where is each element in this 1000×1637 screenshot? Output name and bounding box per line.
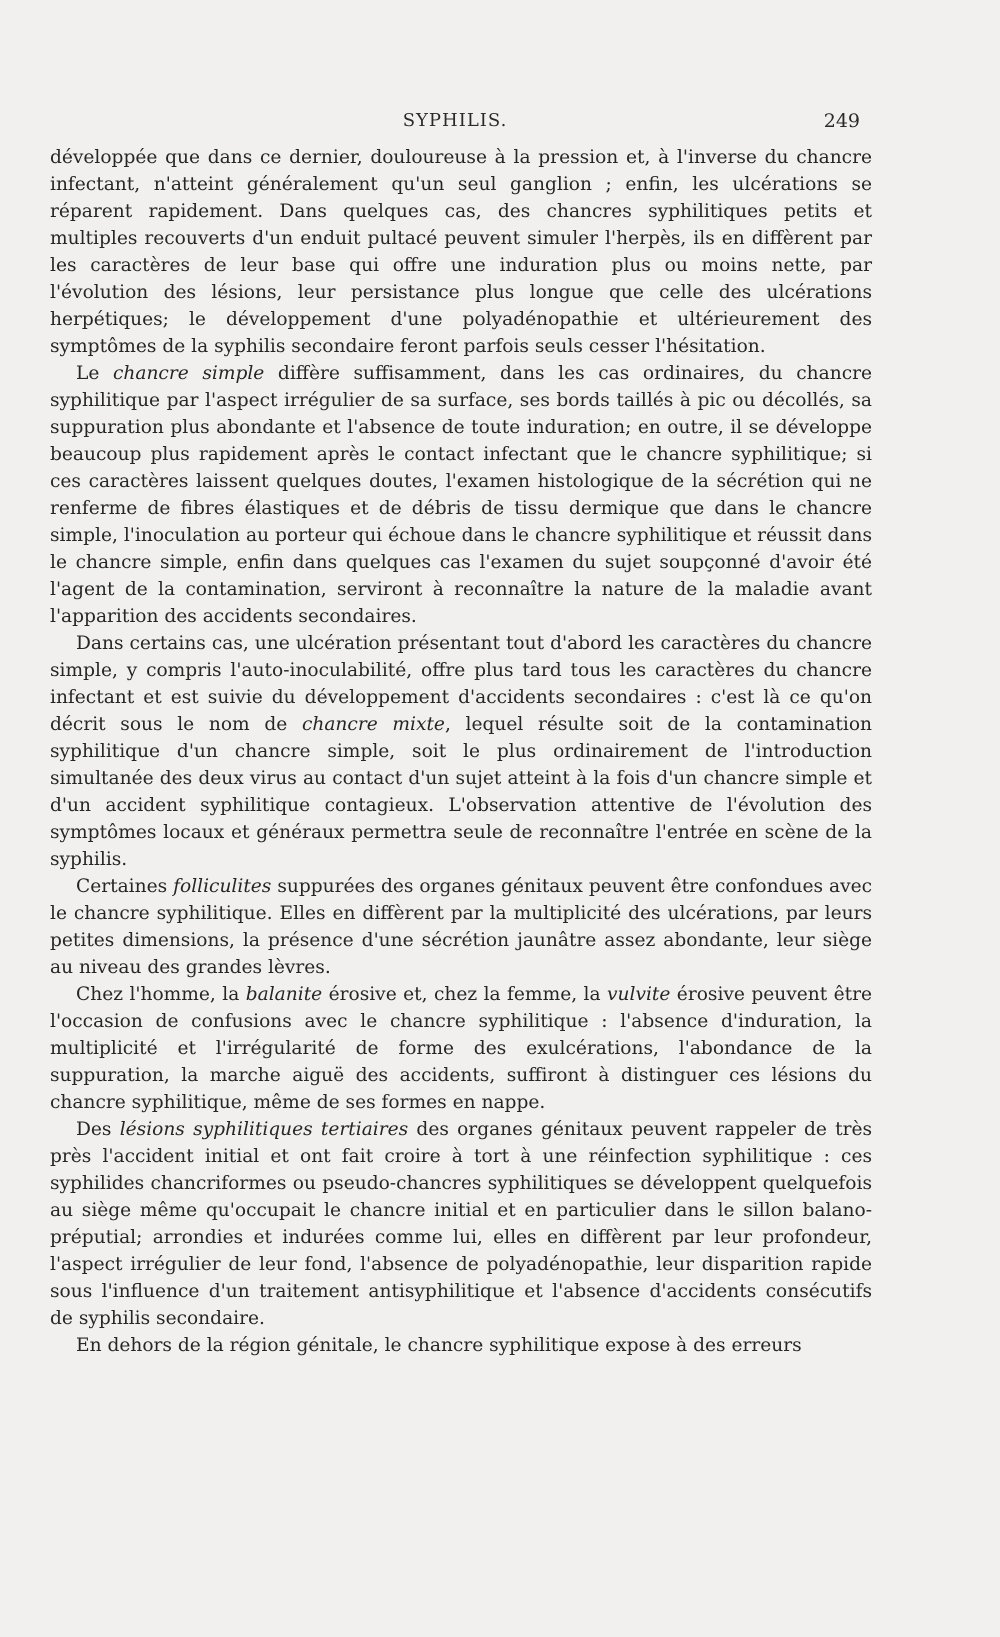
text-run: développée que dans ce dernier, douloureuse à la pression et, à l'inverse du chancre infectant, n'atteint généralement qu'un seul ganglion ; enfin, les ulcérations se réparent rapidement. Dans quelques cas, des chancres syphilitiques petits et multiples recouverts d'un enduit pultacé peuvent simuler l'herpès, ils en diffèrent par les caractères de leur base qui offre une induration plus ou moins nette, par l'évolution des lésions, leur persistance plus longue que celle des ulcérations herpétiques; le développement d'une polyadénopathie et ultérieurement des symptômes de la syphilis secondaire feront parfois seuls cesser l'hésitation. <box>50 147 872 357</box>
page-number: 249 <box>823 110 860 132</box>
running-title: SYPHILIS. <box>402 110 508 131</box>
paragraph <box>50 360 872 630</box>
paragraph <box>50 1332 872 1359</box>
paragraph <box>50 144 872 360</box>
italic-term: balanite <box>245 984 323 1005</box>
page-header <box>50 110 860 140</box>
italic-term: chancre mixte <box>301 714 445 735</box>
text-run: , lequel résulte soit de la contamination syphilitique d'un chancre simple, soit le plus ordinairement de l'introduction simultanée des deux virus au contact d'un sujet atteint à la fois d'un chancre simple et d'un accident syphilitique contagieux. L'observation attentive de l'évolution des symptômes locaux et généraux permettra seule de reconnaître l'entrée en scène de la syphilis. <box>50 714 872 870</box>
text-run: diffère suffisamment, dans les cas ordinaires, du chancre syphilitique par l'aspect irrégulier de sa surface, ses bords taillés à pic ou décollés, sa suppuration plus abondante et l'absence de toute induration; en outre, il se développe beaucoup plus rapidement après le contact infectant que le chancre syphilitique; si ces caractères laissent quelques doutes, l'examen histologique de la sécrétion qui ne renferme de fibres élastiques et de débris de tissu dermique que dans le chancre simple, l'inoculation au porteur qui échoue dans le chancre syphilitique et réussit dans le chancre simple, enfin dans quelques cas l'examen du sujet soupçonné d'avoir été l'agent de la contamination, serviront à reconnaître la nature de la maladie avant l'apparition des accidents secondaires. <box>50 363 873 627</box>
text-run: Certaines <box>76 876 174 897</box>
body-text <box>50 144 872 1359</box>
paragraph <box>50 630 872 873</box>
text-run: Le <box>76 363 113 384</box>
italic-term: lésions syphilitiques tertiaires <box>119 1119 409 1140</box>
text-run: des organes génitaux peuvent rappeler de très près l'accident initial et ont fait croire à tort à une réinfection syphilitique : ces syphilides chancriformes ou pseudo-chancres syphilitiques se développent quelquefois au siège même qu'occupait le chancre initial et en particulier dans le sillon balano-préputial; arrondies et indurées comme lui, elles en diffèrent par leur profondeur, l'aspect irrégulier de leur fond, l'absence de polyadénopathie, leur disparition rapide sous l'influence d'un traitement antisyphilitique et l'absence d'accidents consécutifs de syphilis secondaire. <box>50 1119 873 1329</box>
italic-term: chancre simple <box>112 363 265 384</box>
text-run: suppurées des organes génitaux peuvent être confondues avec le chancre syphilitique. Elles en diffèrent par la multiplicité des ulcérations, par leurs petites dimensions, la présence d'une sécrétion jaunâtre assez abondante, leur siège au niveau des grandes lèvres. <box>50 876 872 978</box>
paragraph <box>50 1116 872 1332</box>
text-run: Chez l'homme, la <box>76 984 246 1005</box>
paragraph <box>50 981 872 1116</box>
text-run: érosive peuvent être l'occasion de confusions avec le chancre syphilitique : l'absence d'induration, la multiplicité et l'irrégularité de forme des exulcérations, l'abondance de la suppuration, la marche aiguë des accidents, suffiront à distinguer ces lésions du chancre syphilitique, même de ses formes en nappe. <box>50 984 872 1113</box>
paragraph <box>50 873 872 981</box>
italic-term: folliculites <box>173 876 272 897</box>
text-run: Des <box>76 1119 120 1140</box>
text-run: érosive et, chez la femme, la <box>322 984 608 1005</box>
text-run: Dans certains cas, une ulcération présentant tout d'abord les caractères du chancre simple, y compris l'auto-inoculabilité, offre plus tard tous les caractères du chancre infectant et est suivie du développement d'accidents secondaires : c'est là ce qu'on décrit sous le nom de <box>50 633 872 735</box>
italic-term: vulvite <box>607 984 671 1005</box>
text-run: En dehors de la région génitale, le chancre syphilitique expose à des erreurs <box>76 1335 802 1356</box>
